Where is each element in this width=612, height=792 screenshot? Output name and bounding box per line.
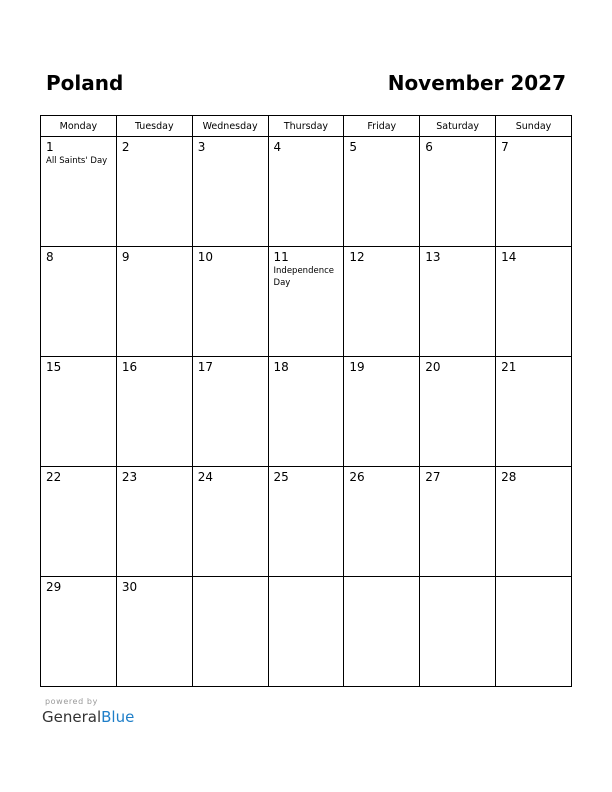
day-cell [496,137,572,247]
holiday-label [496,484,571,485]
day-number: 2 [121,140,130,154]
day-cell [116,577,192,687]
holiday-label: Independence Day [273,266,334,288]
holiday-label [117,484,192,485]
day-cell [41,247,117,357]
day-cell [496,357,572,467]
day-number: 8 [46,250,54,264]
week-row [41,137,572,247]
week-row [41,357,572,467]
day-number: 28 [501,470,517,484]
holiday-label [193,484,268,485]
week-row [41,467,572,577]
holiday-label [41,374,116,375]
day-number: 21 [501,360,517,374]
day-cell [192,357,268,467]
holiday-label [269,484,344,485]
weekday-header: Friday [344,116,420,137]
day-cell [116,247,192,357]
holiday-label [344,580,419,581]
day-cell [41,467,117,577]
holiday-label [193,374,268,375]
day-cell [192,137,268,247]
day-number: 30 [121,580,138,594]
holiday-label [269,580,344,581]
brand-blue: Blue [101,708,135,726]
holiday-label [269,154,344,155]
day-number: 6 [425,140,433,154]
day-number: 24 [197,470,213,484]
month-title: November 2027 [387,71,566,95]
holiday-label [420,580,495,581]
day-number: 27 [425,470,441,484]
day-number: 23 [121,470,138,484]
holiday-label: All Saints' Day [46,156,108,166]
day-cell [496,577,572,687]
day-number: 11 [273,250,289,264]
day-number: 7 [501,140,509,154]
day-cell [268,137,344,247]
country-title: Poland [46,71,124,95]
holiday-label [41,594,116,595]
day-cell [268,577,344,687]
day-number: 1 [46,140,54,154]
day-number: 14 [501,250,517,264]
day-number: 17 [197,360,213,374]
day-number: 22 [46,470,62,484]
weekday-header: Monday [41,116,117,137]
day-number: 26 [349,470,365,484]
day-number: 9 [121,250,130,264]
day-cell [496,467,572,577]
day-number: 5 [349,140,358,154]
holiday-label [269,374,344,375]
day-cell [344,357,420,467]
day-number: 29 [46,580,62,594]
weekday-header: Wednesday [192,116,268,137]
holiday-label [496,580,571,581]
brand-wordmark [42,708,134,726]
weekday-header-row [41,116,572,137]
day-number: 18 [273,360,289,374]
day-number: 3 [197,140,206,154]
day-cell [116,467,192,577]
day-cell [420,137,496,247]
day-cell [420,247,496,357]
day-cell [41,577,117,687]
day-number: 20 [425,360,441,374]
holiday-label [420,484,495,485]
holiday-label [496,374,571,375]
day-number: 13 [425,250,441,264]
day-cell [344,137,420,247]
day-number: 19 [349,360,365,374]
holiday-label [344,264,419,265]
weekday-header: Tuesday [116,116,192,137]
day-cell [116,357,192,467]
day-cell [420,577,496,687]
holiday-label [420,154,495,155]
day-cell [192,467,268,577]
day-cell [192,247,268,357]
day-number: 15 [46,360,62,374]
day-cell [420,357,496,467]
holiday-label [420,264,495,265]
weekday-header: Thursday [268,116,344,137]
day-cell [116,137,192,247]
holiday-label [344,154,419,155]
day-cell [41,137,117,247]
brand-general: General [42,708,102,726]
weekday-header: Saturday [420,116,496,137]
day-number: 25 [273,470,289,484]
holiday-label [496,264,571,265]
day-cell [41,357,117,467]
holiday-label [193,154,268,155]
day-number: 16 [121,360,138,374]
holiday-label [117,264,192,265]
powered-by-label: powered by [45,697,98,706]
week-row [41,577,572,687]
day-cell [268,467,344,577]
holiday-label [420,374,495,375]
day-cell [192,577,268,687]
day-number: 4 [273,140,282,154]
holiday-label [117,154,192,155]
day-number: 12 [349,250,365,264]
day-cell [268,247,344,357]
holiday-label [117,594,192,595]
holiday-label [344,484,419,485]
holiday-label [193,580,268,581]
calendar-grid [40,115,572,687]
day-cell [268,357,344,467]
day-cell [496,247,572,357]
day-number: 10 [197,250,213,264]
holiday-label [41,484,116,485]
day-cell [344,467,420,577]
week-row [41,247,572,357]
holiday-label [193,264,268,265]
weekday-header: Sunday [496,116,572,137]
holiday-label [344,374,419,375]
day-cell [344,247,420,357]
holiday-label [41,264,116,265]
day-cell [344,577,420,687]
holiday-label [496,154,571,155]
holiday-label [117,374,192,375]
day-cell [420,467,496,577]
generalblue-logo[interactable] [42,697,134,726]
